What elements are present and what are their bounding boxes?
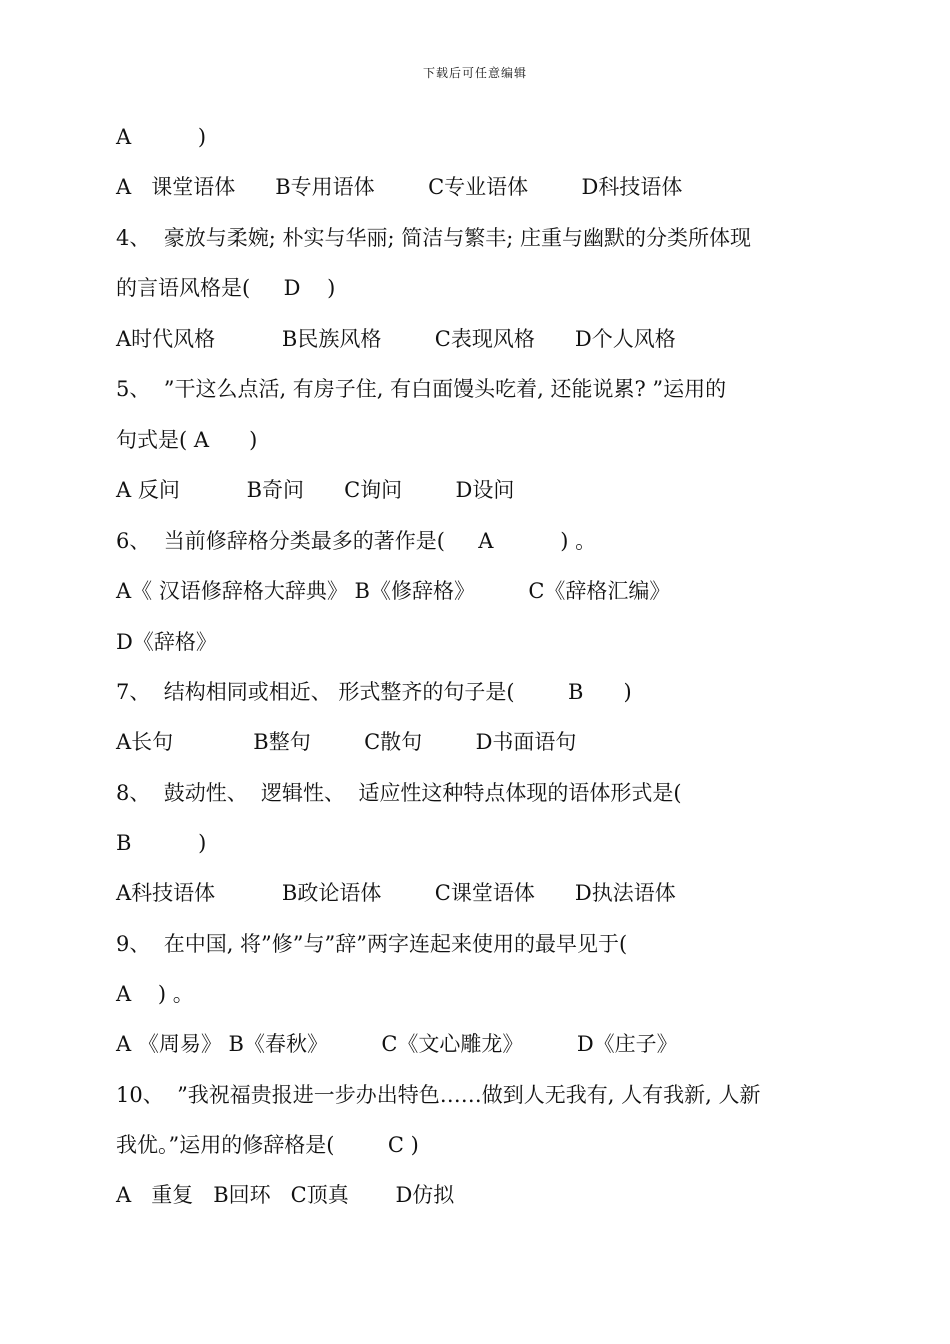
text-line: 8、 鼓动性、 逻辑性、 适应性这种特点体现的语体形式是(	[116, 781, 682, 805]
text-line: A《 汉语修辞格大辞典》 B《修辞格》 C《辞格汇编》	[116, 579, 671, 603]
text-line: 10、 ”我祝福贵报进一步办出特色……做到人无我有, 人有我新, 人新	[116, 1083, 761, 1107]
text-line: A 重复 B回环 C顶真 D仿拟	[116, 1183, 455, 1207]
text-line: 5、 ”干这么点活, 有房子住, 有白面馒头吃着, 还能说累? ”运用的	[116, 377, 727, 401]
text-line: A长句 B整句 C散句 D书面语句	[116, 730, 577, 754]
text-line: 7、 结构相同或相近、 形式整齐的句子是( B )	[116, 680, 632, 704]
text-line: A 反问 B奇问 C询问 D设问	[116, 478, 515, 502]
page-header: 下载后可任意编辑	[422, 66, 527, 80]
text-line: A )	[116, 125, 207, 149]
text-line: 句式是( A )	[116, 428, 258, 452]
text-line: 6、 当前修辞格分类最多的著作是( A ) 。	[116, 529, 597, 553]
text-line: 的言语风格是( D )	[116, 276, 336, 300]
text-line: 我优。”运用的修辞格是( C )	[116, 1133, 419, 1157]
text-line: B )	[116, 831, 207, 855]
text-line: A科技语体 B政论语体 C课堂语体 D执法语体	[116, 881, 676, 905]
text-line: A 《周易》 B《春秋》 C《文心雕龙》 D《庄子》	[116, 1032, 678, 1056]
text-line: A 课堂语体 B专用语体 C专业语体 D科技语体	[116, 175, 683, 199]
text-line: 4、 豪放与柔婉; 朴实与华丽; 简洁与繁丰; 庄重与幽默的分类所体现	[116, 226, 751, 250]
text-line: 9、 在中国, 将”修”与”辞”两字连起来使用的最早见于(	[116, 932, 628, 956]
text-line: A ) 。	[116, 982, 194, 1006]
text-line: D《辞格》	[116, 630, 217, 654]
text-line: A时代风格 B民族风格 C表现风格 D个人风格	[116, 327, 676, 351]
